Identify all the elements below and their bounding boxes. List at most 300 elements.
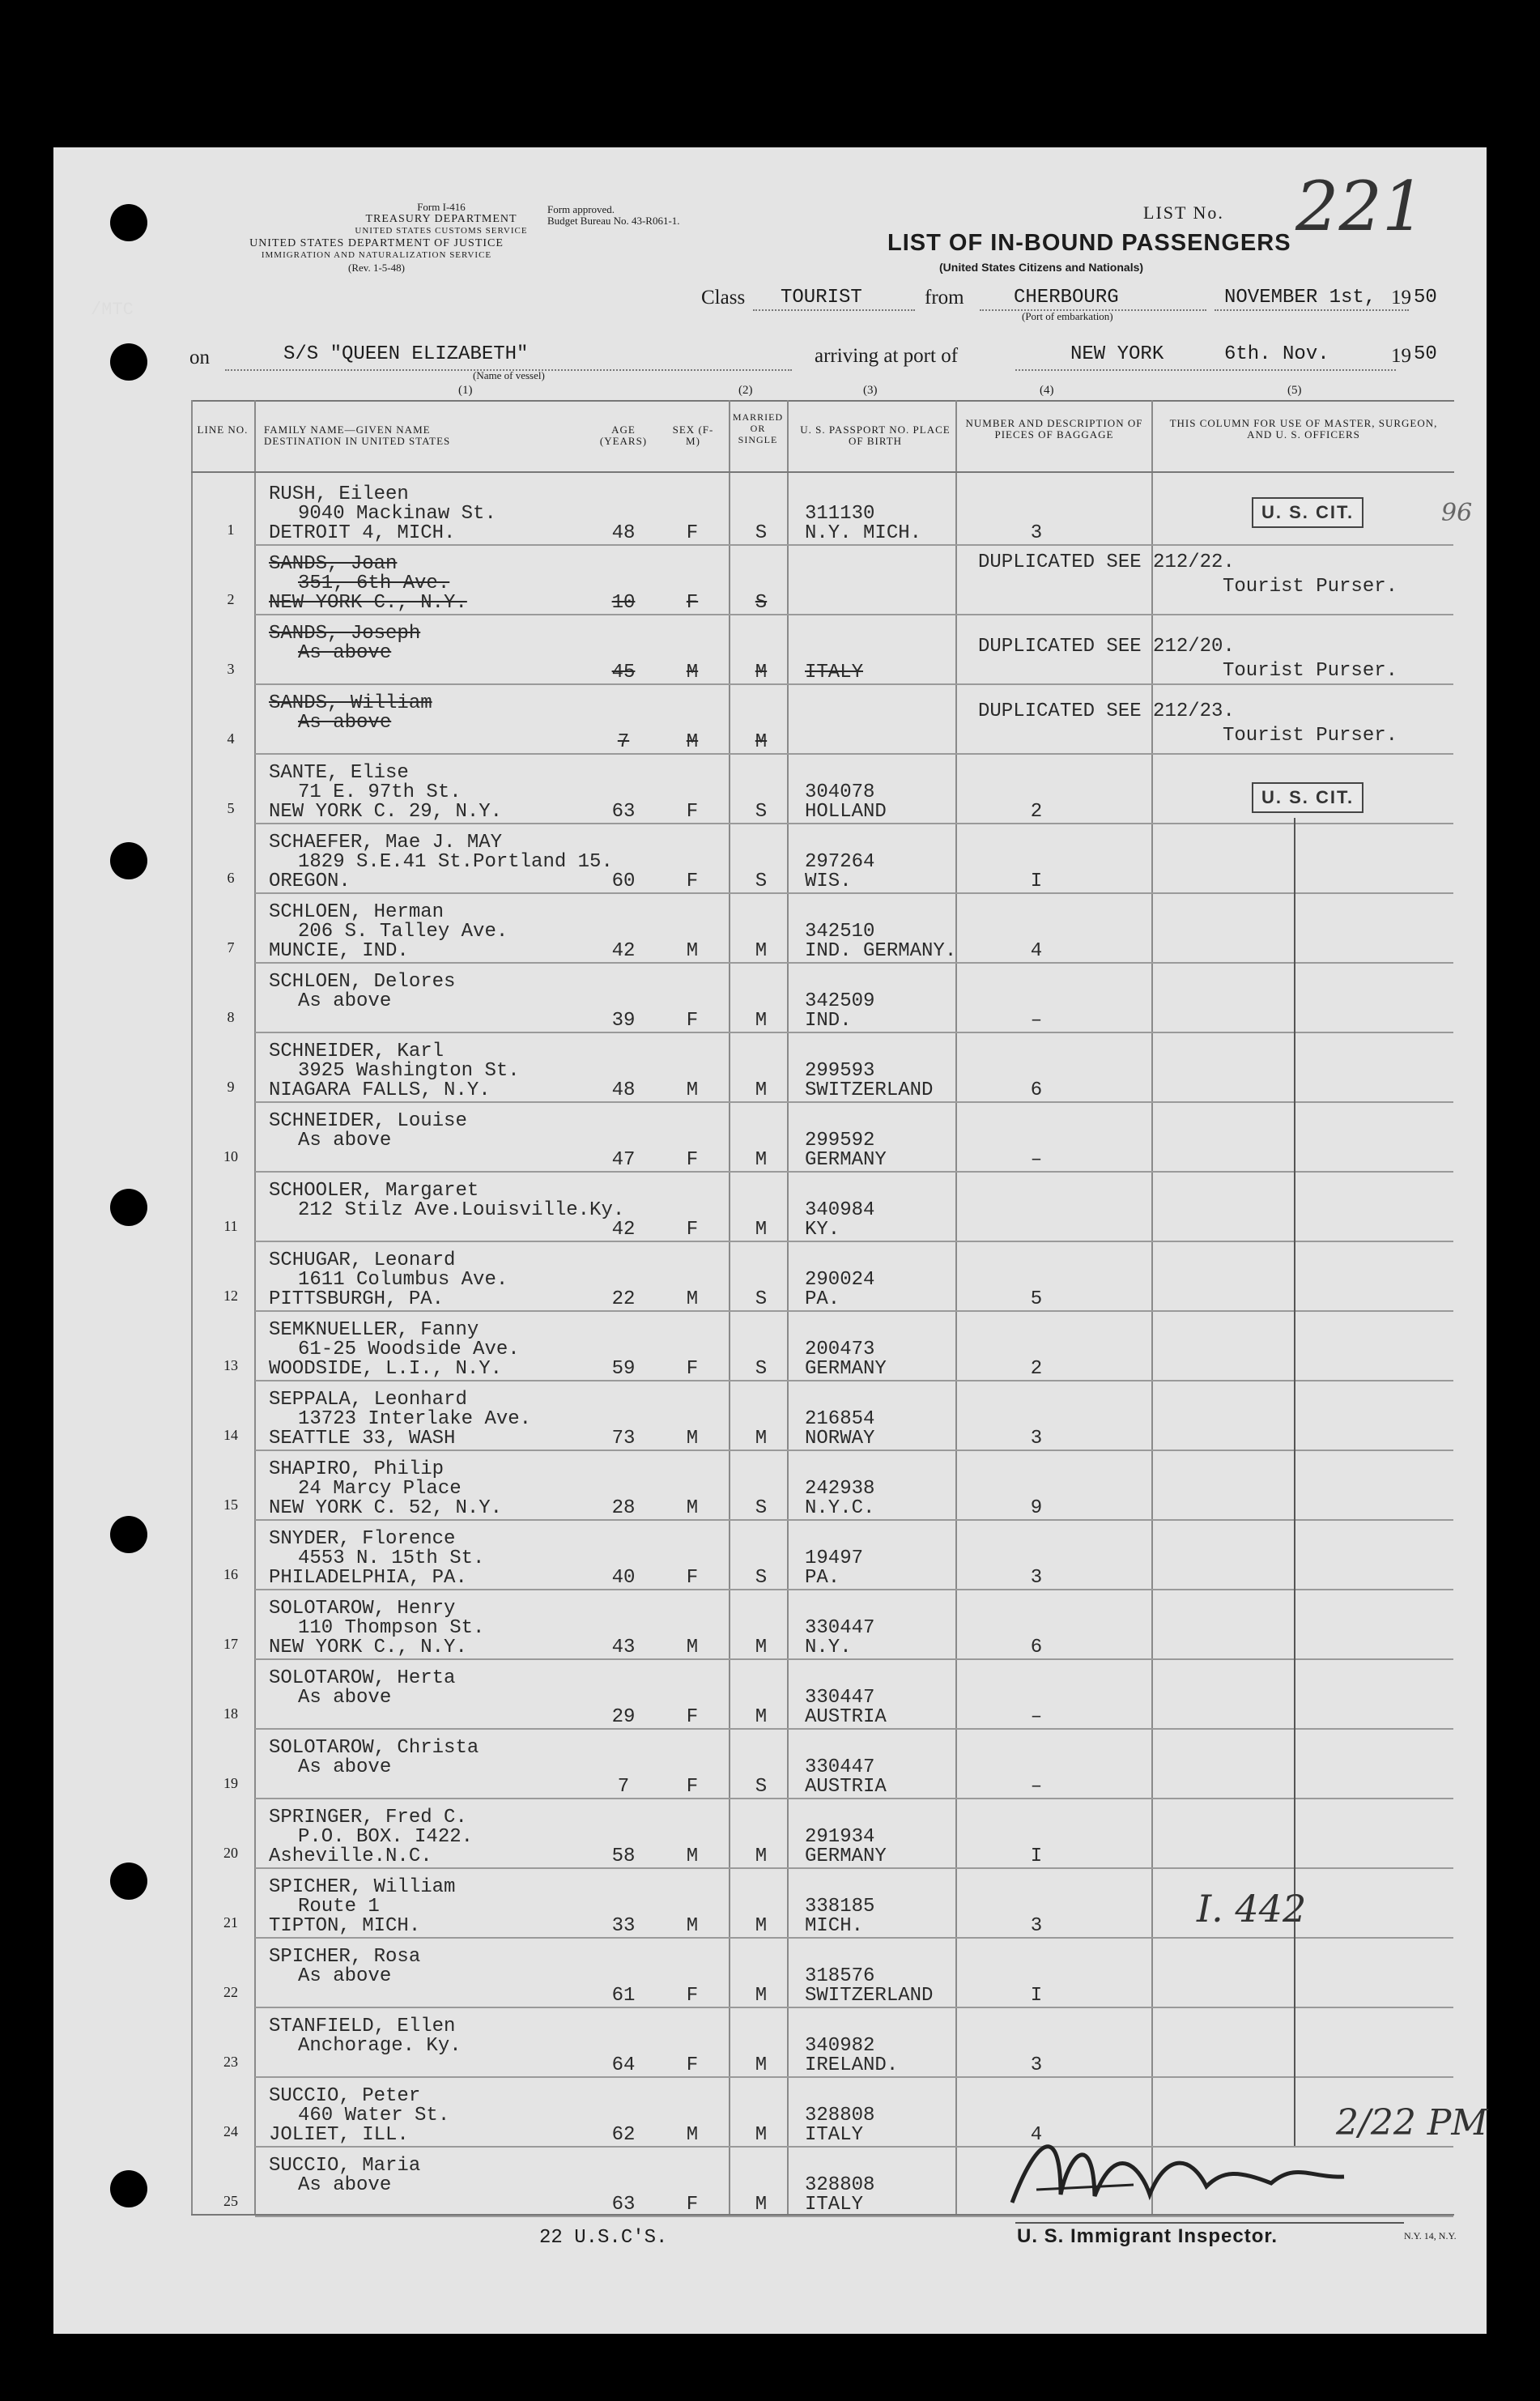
passenger-name: SUCCIO, Maria (269, 2155, 421, 2177)
passenger-name: SCHUGAR, Leonard (269, 1249, 456, 1271)
vessel-name: S/S "QUEEN ELIZABETH" (283, 343, 529, 365)
passenger-sex: F (686, 592, 699, 614)
line-number: 21 (223, 1914, 238, 1931)
duplicate-note: DUPLICATED SEE 212/20. (978, 636, 1235, 658)
passenger-pp: 242938 (805, 1478, 875, 1500)
passenger-addr2: NEW YORK C., N.Y. (269, 592, 467, 614)
passenger-bag: 4 (1030, 2124, 1043, 2146)
page-title: LIST OF IN-BOUND PASSENGERS (887, 230, 1291, 256)
passenger-pob: WIS. (805, 871, 852, 892)
duplicate-note-sub: Tourist Purser. (1223, 660, 1398, 682)
passenger-sex: M (686, 2124, 699, 2146)
passenger-age: 22 (611, 1288, 636, 1310)
passenger-age: 29 (611, 1706, 636, 1728)
passenger-pp: 299592 (805, 1130, 875, 1152)
year-prefix-arrival: 19 (1391, 345, 1411, 367)
passenger-bag: 5 (1030, 1288, 1043, 1310)
passenger-name: SANDS, William (269, 692, 432, 714)
line-number: 15 (223, 1496, 238, 1513)
vessel-caption: (Name of vessel) (473, 369, 545, 381)
ins-service: IMMIGRATION AND NATURALIZATION SERVICE (261, 250, 492, 260)
passenger-sex: M (686, 1637, 699, 1658)
passenger-pob: IND. (805, 1010, 852, 1032)
margin-note: /MTC (91, 300, 134, 320)
citizen-stamp: U. S. CIT. (1252, 497, 1363, 528)
passenger-addr2: JOLIET, ILL. (269, 2124, 409, 2146)
passenger-bag: – (1030, 1149, 1043, 1171)
passenger-pob: N.Y. (805, 1637, 852, 1658)
passenger-pp: 338185 (805, 1896, 875, 1918)
passenger-sex: F (686, 801, 699, 823)
passenger-addr2: MUNCIE, IND. (269, 940, 409, 962)
punch-hole (110, 204, 147, 241)
passenger-mar: M (755, 1010, 768, 1032)
passenger-addr: 13723 Interlake Ave. (298, 1408, 532, 1430)
passenger-sex: F (686, 1358, 699, 1380)
passenger-addr: As above (298, 1687, 392, 1709)
passenger-pp: 340984 (805, 1199, 875, 1221)
passenger-addr: 9040 Mackinaw St. (298, 503, 496, 525)
passenger-pob: NORWAY (805, 1428, 875, 1450)
header-passport: U. S. PASSPORT NO. PLACE OF BIRTH (800, 424, 951, 447)
treasury-dept: TREASURY DEPARTMENT (365, 213, 517, 225)
passenger-addr: As above (298, 642, 392, 664)
passenger-pp: 330447 (805, 1756, 875, 1778)
passenger-pp: 330447 (805, 1687, 875, 1709)
passenger-sex: M (686, 1915, 699, 1937)
passenger-mar: S (755, 1776, 768, 1798)
form-block (190, 201, 563, 274)
passenger-row (0, 1658, 1540, 1728)
passenger-pob: GERMANY (805, 1358, 887, 1380)
passenger-row (0, 1867, 1540, 1937)
passenger-addr: As above (298, 712, 392, 734)
passenger-addr: As above (298, 1965, 392, 1987)
line-number: 17 (223, 1636, 238, 1652)
passenger-row (0, 1380, 1540, 1450)
passenger-addr: 351, 6th Ave. (298, 573, 450, 594)
passenger-mar: M (755, 1985, 768, 2007)
passenger-bag: – (1030, 1776, 1043, 1798)
passenger-mar: M (755, 731, 768, 753)
passenger-addr: 110 Thompson St. (298, 1617, 485, 1639)
passenger-addr: 460 Water St. (298, 2105, 450, 2126)
passenger-sex: F (686, 2194, 699, 2216)
passenger-age: 10 (611, 592, 636, 614)
passenger-sex: M (686, 1845, 699, 1867)
passenger-pp: 342509 (805, 990, 875, 1012)
passenger-addr2: NEW YORK C. 29, N.Y. (269, 801, 503, 823)
passenger-pob: SWITZERLAND (805, 1985, 934, 2007)
from-value: CHERBOURG (1014, 287, 1119, 309)
passenger-mar: M (755, 662, 768, 683)
line-number: 6 (227, 870, 235, 886)
passenger-pob: HOLLAND (805, 801, 887, 823)
line-number: 7 (227, 939, 235, 956)
passenger-sex: F (686, 2054, 699, 2076)
passenger-mar: M (755, 1637, 768, 1658)
passenger-bag: 3 (1030, 1428, 1043, 1450)
passenger-sex: F (686, 1706, 699, 1728)
column-number: (3) (863, 384, 878, 397)
passenger-row (0, 1171, 1540, 1241)
passenger-pp: 297264 (805, 851, 875, 873)
passenger-bag: 3 (1030, 1567, 1043, 1589)
passenger-addr: As above (298, 1756, 392, 1778)
passenger-name: SANDS, Joan (269, 553, 398, 575)
passenger-age: 7 (617, 1776, 630, 1798)
passenger-row (0, 1798, 1540, 1867)
passenger-addr: Anchorage. Ky. (298, 2035, 462, 2057)
passenger-mar: S (755, 1567, 768, 1589)
list-no-label: LIST No. (1143, 202, 1224, 223)
passenger-mar: M (755, 2054, 768, 2076)
passenger-pp: 328808 (805, 2105, 875, 2126)
passenger-pob: SWITZERLAND (805, 1079, 934, 1101)
passenger-pp: 318576 (805, 1965, 875, 1987)
header-married: MARRIED OR SINGLE (732, 411, 784, 445)
passenger-addr: As above (298, 2174, 392, 2196)
passenger-name: SCHNEIDER, Louise (269, 1110, 467, 1132)
header-line: LINE NO. (197, 424, 249, 436)
passenger-bag: I (1030, 1845, 1043, 1867)
passenger-pp: 340982 (805, 2035, 875, 2057)
passenger-addr: As above (298, 1130, 392, 1152)
passenger-age: 62 (611, 2124, 636, 2146)
approval-block (547, 204, 680, 227)
passenger-sex: F (686, 1985, 699, 2007)
passenger-age: 63 (611, 801, 636, 823)
header-name: FAMILY NAME—GIVEN NAME DESTINATION IN UNITED STATES (264, 424, 451, 447)
line-number: 25 (223, 2193, 238, 2209)
header-officers: THIS COLUMN FOR USE OF MASTER, SURGEON, AND U. S. OFFICERS (1169, 417, 1438, 441)
passenger-pob: PA. (805, 1567, 840, 1589)
passenger-row (0, 1589, 1540, 1658)
continuation-line (1294, 818, 1295, 2146)
from-label: from (925, 287, 964, 309)
passenger-name: SPICHER, Rosa (269, 1946, 421, 1968)
passenger-name: SANDS, Joseph (269, 623, 421, 645)
passenger-pob: ITALY (805, 662, 864, 683)
passenger-age: 33 (611, 1915, 636, 1937)
passenger-bag: 6 (1030, 1079, 1043, 1101)
line-number: 3 (227, 661, 235, 677)
duplicate-note-sub: Tourist Purser. (1223, 725, 1398, 747)
passenger-row (0, 2007, 1540, 2076)
column-number: (5) (1287, 384, 1302, 397)
passenger-addr2: NEW YORK C. 52, N.Y. (269, 1497, 503, 1519)
side-number: 96 (1441, 499, 1473, 527)
passenger-age: 39 (611, 1010, 636, 1032)
passenger-pob: IRELAND. (805, 2054, 899, 2076)
passenger-name: SANTE, Elise (269, 762, 409, 784)
passenger-bag: 3 (1030, 522, 1043, 544)
passenger-name: SEPPALA, Leonhard (269, 1389, 467, 1411)
passenger-pp: 291934 (805, 1826, 875, 1848)
passenger-pob: GERMANY (805, 1149, 887, 1171)
line-number: 11 (223, 1218, 238, 1234)
header-sex: SEX (F-M) (672, 424, 714, 447)
passenger-bag: 6 (1030, 1637, 1043, 1658)
passenger-pob: N.Y.C. (805, 1497, 875, 1519)
passenger-age: 48 (611, 1079, 636, 1101)
passenger-bag: 2 (1030, 1358, 1043, 1380)
passenger-addr2: SEATTLE 33, WASH (269, 1428, 456, 1450)
header-baggage: NUMBER AND DESCRIPTION OF PIECES OF BAGGAGE (965, 417, 1143, 441)
passenger-bag: 4 (1030, 940, 1043, 962)
column-number: (2) (738, 384, 753, 397)
passenger-sex: F (686, 1010, 699, 1032)
line-number: 10 (223, 1148, 238, 1164)
passenger-row (0, 892, 1540, 962)
passenger-mar: M (755, 1428, 768, 1450)
passenger-addr: As above (298, 990, 392, 1012)
passenger-sex: M (686, 662, 699, 683)
line-number: 14 (223, 1427, 238, 1443)
passenger-pob: N.Y. MICH. (805, 522, 922, 544)
passenger-pp: 19497 (805, 1547, 864, 1569)
citizen-stamp-2: U. S. CIT. (1252, 782, 1363, 813)
line-number: 22 (223, 1984, 238, 2000)
line-number: 20 (223, 1845, 238, 1861)
passenger-name: SCHAEFER, Mae J. MAY (269, 832, 503, 854)
line-number: 19 (223, 1775, 238, 1791)
passenger-sex: M (686, 1497, 699, 1519)
passenger-mar: M (755, 2194, 768, 2216)
line-number: 4 (227, 730, 235, 747)
passenger-row (0, 1937, 1540, 2007)
year-arrived: 50 (1414, 343, 1437, 365)
passenger-pob: MICH. (805, 1915, 864, 1937)
passenger-mar: S (755, 801, 768, 823)
passenger-mar: S (755, 871, 768, 892)
line-number: 24 (223, 2123, 238, 2139)
passenger-addr: 206 S. Talley Ave. (298, 921, 508, 943)
passenger-addr: P.O. BOX. I422. (298, 1826, 474, 1848)
line-number: 13 (223, 1357, 238, 1373)
port-embark-caption: (Port of embarkation) (1022, 310, 1113, 322)
passenger-name: SCHOOLER, Margaret (269, 1180, 479, 1202)
passenger-mar: S (755, 1497, 768, 1519)
passenger-pp: 342510 (805, 921, 875, 943)
passenger-pp: 330447 (805, 1617, 875, 1639)
inspector-label: U. S. Immigrant Inspector. (1017, 2225, 1278, 2247)
line-number: 9 (227, 1079, 235, 1095)
passenger-sex: F (686, 1219, 699, 1241)
passenger-bag: I (1030, 1985, 1043, 2007)
passenger-sex: M (686, 940, 699, 962)
passenger-pob: ITALY (805, 2194, 864, 2216)
passenger-mar: S (755, 1358, 768, 1380)
passenger-addr2: PHILADELPHIA, PA. (269, 1567, 467, 1589)
passenger-name: SPICHER, William (269, 1876, 456, 1898)
line-number: 18 (223, 1705, 238, 1722)
passenger-row (0, 1728, 1540, 1798)
passenger-addr: 61-25 Woodside Ave. (298, 1339, 520, 1360)
passenger-sex: F (686, 1776, 699, 1798)
passenger-age: 60 (611, 871, 636, 892)
passenger-bag: 3 (1030, 1915, 1043, 1937)
passenger-name: SOLOTAROW, Christa (269, 1737, 479, 1759)
passenger-addr: 212 Stilz Ave.Louisville.Ky. (298, 1199, 625, 1221)
passenger-sex: M (686, 1079, 699, 1101)
passenger-sex: F (686, 1567, 699, 1589)
passenger-name: SCHNEIDER, Karl (269, 1041, 445, 1062)
punch-hole (110, 343, 147, 381)
passenger-mar: S (755, 1288, 768, 1310)
passenger-mar: M (755, 1706, 768, 1728)
printer-note: N.Y. 14, N.Y. (1404, 2230, 1457, 2241)
passenger-bag: I (1030, 871, 1043, 892)
passenger-pp: 200473 (805, 1339, 875, 1360)
passenger-sex: F (686, 871, 699, 892)
passenger-row (0, 1241, 1540, 1310)
class-label: Class (701, 287, 746, 309)
passenger-pp: 299593 (805, 1060, 875, 1082)
passenger-pp: 311130 (805, 503, 875, 525)
passenger-pob: ITALY (805, 2124, 864, 2146)
passenger-name: RUSH, Eileen (269, 483, 409, 505)
passenger-addr2: NEW YORK C., N.Y. (269, 1637, 467, 1658)
passenger-age: 42 (611, 940, 636, 962)
passenger-row (0, 1032, 1540, 1101)
passenger-age: 59 (611, 1358, 636, 1380)
duplicate-note: DUPLICATED SEE 212/23. (978, 700, 1235, 722)
passenger-name: STANFIELD, Ellen (269, 2016, 456, 2037)
passenger-mar: M (755, 1845, 768, 1867)
line-number: 2 (227, 591, 235, 607)
passenger-addr: 1829 S.E.41 St.Portland 15. (298, 851, 613, 873)
passenger-pp: 304078 (805, 781, 875, 803)
line-number: 5 (227, 800, 235, 816)
passenger-mar: M (755, 1915, 768, 1937)
passenger-pob: KY. (805, 1219, 840, 1241)
date-sailed: NOVEMBER 1st, (1224, 287, 1376, 309)
signature-rule (1015, 2222, 1404, 2224)
passenger-addr2: PITTSBURGH, PA. (269, 1288, 445, 1310)
passenger-age: 43 (611, 1637, 636, 1658)
passenger-name: SHAPIRO, Philip (269, 1458, 445, 1480)
duplicate-note: DUPLICATED SEE 212/22. (978, 551, 1235, 573)
passenger-addr: 4553 N. 15th St. (298, 1547, 485, 1569)
passenger-bag: 9 (1030, 1497, 1043, 1519)
line-number: 16 (223, 1566, 238, 1582)
justice-dept: UNITED STATES DEPARTMENT OF JUSTICE (249, 237, 504, 249)
passenger-age: 47 (611, 1149, 636, 1171)
passenger-pob: PA. (805, 1288, 840, 1310)
passenger-row (0, 1519, 1540, 1589)
passenger-name: SOLOTAROW, Henry (269, 1598, 456, 1620)
passenger-addr2: TIPTON, MICH. (269, 1915, 421, 1937)
arriving-label: arriving at port of (815, 345, 959, 367)
passenger-bag: – (1030, 1706, 1043, 1728)
passenger-age: 45 (611, 662, 636, 683)
passenger-pob: IND. GERMANY. (805, 940, 957, 962)
passenger-bag: – (1030, 1010, 1043, 1032)
passenger-name: SNYDER, Florence (269, 1528, 456, 1550)
passenger-addr: 71 E. 97th St. (298, 781, 462, 803)
passenger-addr2: Asheville.N.C. (269, 1845, 432, 1867)
passenger-mar: M (755, 940, 768, 962)
passenger-pp: 328808 (805, 2174, 875, 2196)
passenger-age: 73 (611, 1428, 636, 1450)
passenger-row (0, 962, 1540, 1032)
passenger-pob: GERMANY (805, 1845, 887, 1867)
line-number: 1 (227, 521, 235, 538)
passenger-pp: 290024 (805, 1269, 875, 1291)
passenger-row (0, 823, 1540, 892)
passenger-addr: 1611 Columbus Ave. (298, 1269, 508, 1291)
passenger-name: SOLOTAROW, Herta (269, 1667, 456, 1689)
inspector-signature (1004, 2105, 1385, 2219)
column-number: (4) (1040, 384, 1054, 397)
on-label: on (189, 347, 210, 368)
time-note: 2/22 PM (1336, 2102, 1488, 2143)
line-number: 8 (227, 1009, 235, 1025)
form-revision: (Rev. 1-5-48) (348, 262, 405, 274)
passenger-age: 7 (617, 731, 630, 753)
passenger-addr2: DETROIT 4, MICH. (269, 522, 456, 544)
passenger-age: 64 (611, 2054, 636, 2076)
passenger-age: 61 (611, 1985, 636, 2007)
page-subtitle: (United States Citizens and Nationals) (939, 261, 1144, 274)
passenger-age: 63 (611, 2194, 636, 2216)
passenger-addr: 3925 Washington St. (298, 1060, 520, 1082)
budget-bureau: Budget Bureau No. 43-R061-1. (547, 215, 680, 227)
list-no-value: 221 (1295, 167, 1426, 246)
passenger-sex: M (686, 1288, 699, 1310)
passenger-addr2: OREGON. (269, 871, 351, 892)
passenger-age: 48 (611, 522, 636, 544)
inspector-note: I. 442 (1197, 1887, 1307, 1931)
passenger-name: SCHLOEN, Herman (269, 901, 445, 923)
table-top-rule (191, 400, 1454, 402)
passenger-addr: 24 Marcy Place (298, 1478, 462, 1500)
passenger-sex: F (686, 522, 699, 544)
column-number: (1) (458, 384, 473, 397)
passenger-pp: 216854 (805, 1408, 875, 1430)
year-sailed: 50 (1414, 287, 1437, 309)
passenger-sex: M (686, 1428, 699, 1450)
header-rule (191, 471, 1454, 473)
passenger-row (0, 1310, 1540, 1380)
date-arrived: 6th. Nov. (1224, 343, 1329, 365)
passenger-age: 42 (611, 1219, 636, 1241)
passenger-addr2: NIAGARA FALLS, N.Y. (269, 1079, 491, 1101)
year-prefix: 19 (1391, 287, 1411, 309)
passenger-mar: M (755, 1079, 768, 1101)
passenger-age: 40 (611, 1567, 636, 1589)
passenger-mar: S (755, 592, 768, 614)
port-arrival: NEW YORK (1070, 343, 1164, 365)
line-number: 12 (223, 1288, 238, 1304)
passenger-sex: F (686, 1149, 699, 1171)
passenger-age: 58 (611, 1845, 636, 1867)
form-number: Form I-416 (417, 201, 466, 213)
passenger-sex: M (686, 731, 699, 753)
header-age: AGE (YEARS) (599, 424, 648, 447)
footer-count: 22 U.S.C'S. (539, 2227, 668, 2249)
passenger-mar: M (755, 1149, 768, 1171)
passenger-name: SCHLOEN, Delores (269, 971, 456, 993)
line-number: 23 (223, 2054, 238, 2070)
passenger-pob: AUSTRIA (805, 1706, 887, 1728)
passenger-addr2: WOODSIDE, L.I., N.Y. (269, 1358, 503, 1380)
passenger-row (0, 1101, 1540, 1171)
customs-service: UNITED STATES CUSTOMS SERVICE (355, 226, 528, 236)
passenger-mar: M (755, 2124, 768, 2146)
passenger-pob: AUSTRIA (805, 1776, 887, 1798)
